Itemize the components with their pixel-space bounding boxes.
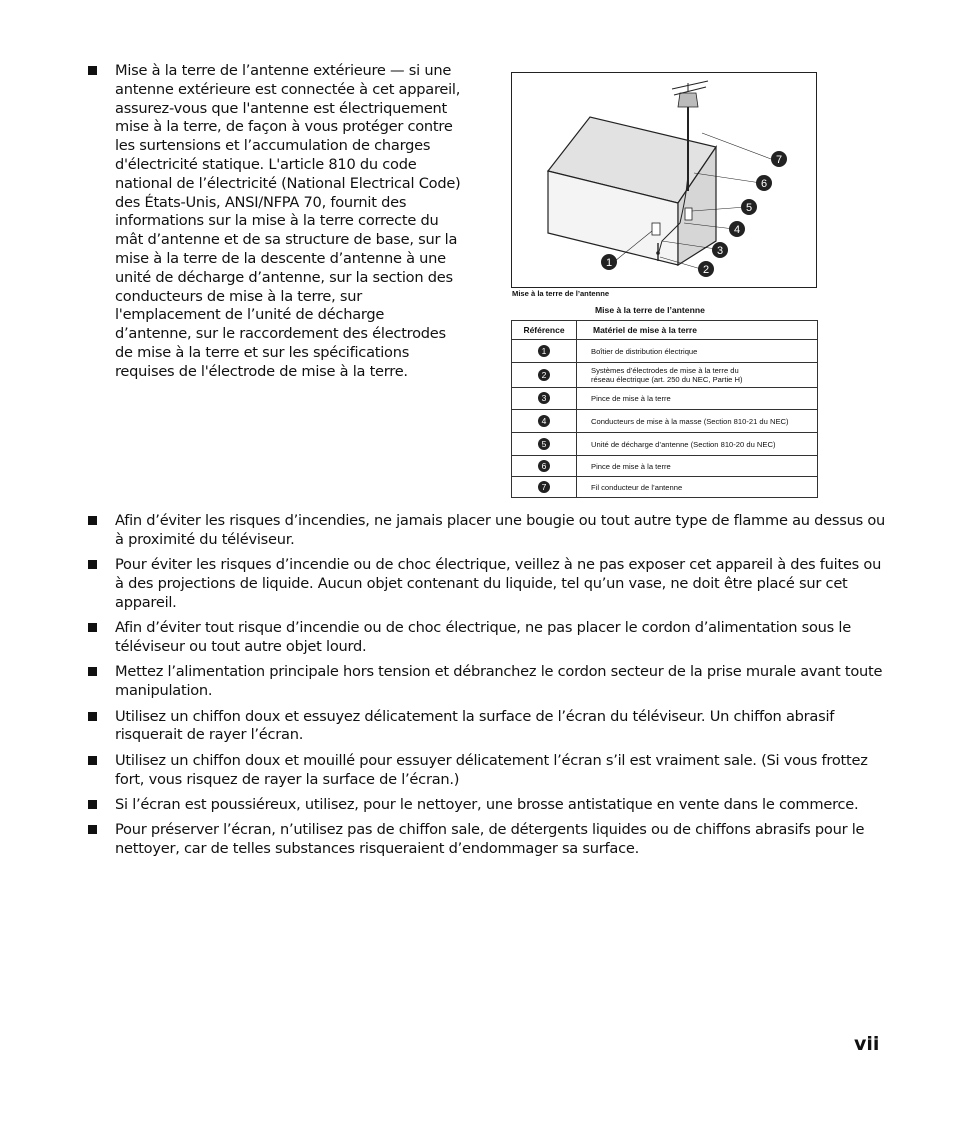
header-material: Matériel de mise à la terre — [577, 321, 818, 340]
list-item: Pour préserver l’écran, n’utilisez pas de chiffon sale, de détergents liquides ou de chiffons abrasifs pour le nettoyer, car de telles substances risqueraient d’endommager sa surface. — [88, 821, 888, 859]
list-item: Afin d’éviter tout risque d’incendie ou de choc électrique, ne pas placer le cordon d’alimentation sous le téléviseur ou tout autre objet lourd. — [88, 619, 888, 657]
list-item: Utilisez un chiffon doux et mouillé pour essuyer délicatement l’écran s’il est vraiment sale. (Si vous frottez fort, vous risquez de rayer la surface de l’écran.) — [88, 752, 888, 790]
callout-5 — [741, 199, 757, 215]
svg-text:1: 1 — [605, 257, 613, 269]
table-row — [512, 340, 818, 363]
antenna-grounding-figure — [511, 72, 817, 288]
row-description: Conducteurs de mise à la masse (Section 810-21 du NEC) — [591, 416, 789, 426]
callout-4 — [729, 221, 745, 237]
row-description: Unité de décharge d’antenne (Section 810-20 du NEC) — [591, 439, 776, 449]
table-row — [512, 477, 818, 498]
row-number-badge: 1 — [538, 345, 550, 357]
table-row — [512, 433, 818, 456]
row-number-badge: 6 — [538, 460, 550, 472]
row-description: Systèmes d’électrodes de mise à la terre du — [591, 366, 739, 375]
list-item: Utilisez un chiffon doux et essuyez délicatement la surface de l’écran du téléviseur. Un chiffon abrasif risquerait de rayer l’écran. — [88, 708, 888, 746]
svg-text:2: 2 — [702, 264, 710, 276]
table-row — [512, 388, 818, 410]
table-row — [512, 363, 818, 388]
list-item: Pour éviter les risques d’incendie ou de choc électrique, veillez à ne pas exposer cet appareil à des fuites ou à des projections de liquide. Aucun objet contenant du liquide, tel qu’un vase, ne doit être placé sur cet appareil. — [88, 556, 888, 612]
table-row — [512, 410, 818, 433]
list-item: Mettez l’alimentation principale hors tension et débranchez le cordon secteur de la prise murale avant toute manipulation. — [88, 663, 888, 701]
safety-bullet-list — [88, 512, 888, 866]
header-reference: Référence — [512, 321, 577, 340]
row-number-badge: 3 — [538, 392, 550, 404]
callout-7 — [771, 151, 787, 167]
row-description: Boîtier de distribution électrique — [591, 346, 698, 356]
callout-2 — [698, 261, 714, 277]
row-description: Pince de mise à la terre — [591, 394, 671, 403]
intro-list — [88, 62, 463, 382]
callout-1 — [601, 254, 617, 270]
figure-caption: Mise à la terre de l’antenne — [512, 289, 610, 298]
row-description: Fil conducteur de l’antenne — [591, 482, 683, 492]
row-number-badge: 5 — [538, 438, 550, 450]
svg-text:3: 3 — [716, 245, 724, 257]
grounding-reference-table — [511, 320, 818, 498]
row-number-badge: 7 — [538, 481, 550, 493]
row-description: Pince de mise à la terre — [591, 461, 671, 471]
row-number-badge: 2 — [538, 369, 550, 381]
list-item: Afin d’éviter les risques d’incendies, ne jamais placer une bougie ou tout autre type de flamme au dessus ou à proximité du téléviseur. — [88, 512, 888, 550]
callout-3 — [712, 242, 728, 258]
page-number: vii — [854, 1033, 880, 1055]
list-item: Si l’écran est poussiéreux, utilisez, pour le nettoyer, une brosse antistatique en vente dans le commerce. — [88, 796, 888, 815]
callout-6 — [756, 175, 772, 191]
svg-text:5: 5 — [745, 202, 753, 214]
svg-text:6: 6 — [760, 178, 768, 190]
intro-bullet: Mise à la terre de l’antenne extérieure — si une antenne extérieure est connectée à cet appareil, assurez-vous que l'antenne est électriquement mise à la terre, de façon à vous protéger contre les surtensions et l’accumulation de charges d'électricité statique. L'article 810 du code national de l’électricité (National Electrical Code) des États-Unis, ANSI/NFPA 70, fournit des informations sur la mise à la terre correcte du mât d’antenne et de sa structure de base, sur la mise à la terre de la descente d’antenne à une unité de décharge d’antenne, sur la section des conducteurs de mise à la terre, sur l'emplacement de l’unité de décharge d’antenne, sur le raccordement des électrodes de mise à la terre et sur les spécifications requises de l'électrode de mise à la terre. — [88, 62, 463, 382]
table-header-row — [512, 321, 818, 340]
svg-text:7: 7 — [775, 154, 783, 166]
svg-text:4: 4 — [733, 224, 741, 236]
row-description-continued: réseau électrique (art. 250 du NEC, Partie H) — [591, 375, 743, 384]
callout-layer — [512, 73, 816, 287]
row-number-badge: 4 — [538, 415, 550, 427]
table-caption: Mise à la terre de l’antenne — [595, 305, 705, 315]
table-row — [512, 456, 818, 477]
